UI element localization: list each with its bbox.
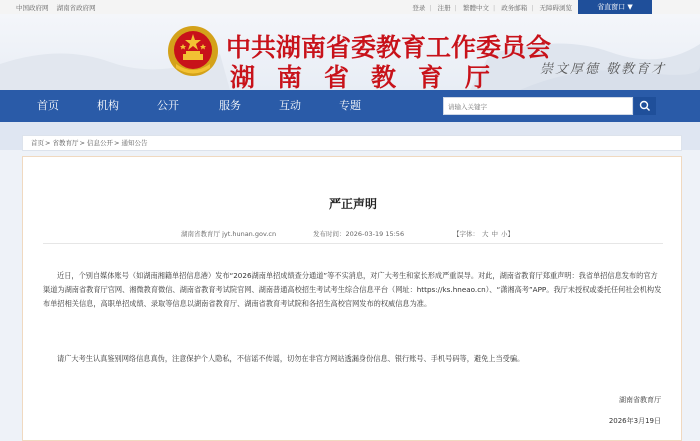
- font-size-control: [453, 229, 514, 238]
- search-button[interactable]: [634, 97, 656, 115]
- article-panel: [22, 156, 682, 441]
- nav-services[interactable]: 服务: [219, 99, 241, 112]
- breadcrumb-notices[interactable]: 通知公告: [121, 139, 148, 147]
- search-input[interactable]: [448, 100, 598, 113]
- nav-home[interactable]: 首页: [37, 99, 59, 112]
- breadcrumb-home[interactable]: 首页: [31, 139, 44, 147]
- article-title: 严正声明: [328, 197, 377, 211]
- login-link[interactable]: 登录: [412, 4, 426, 12]
- article-date: 2026年3月19日: [608, 417, 661, 425]
- link-gov-cn[interactable]: 中国政府网: [16, 4, 49, 12]
- provincial-window-button[interactable]: 省直窗口 ▼: [578, 0, 652, 14]
- time-value: 2026-03-19 15:56: [345, 230, 405, 238]
- nav-organization[interactable]: 机构: [97, 99, 119, 112]
- search-icon: [639, 100, 651, 112]
- breadcrumb: 首页> 省教育厅> 信息公开> 通知公告: [22, 135, 682, 151]
- nav-public-info[interactable]: 公开: [157, 99, 179, 112]
- article-signer: 湖南省教育厅: [619, 396, 661, 404]
- article-paragraph-1: 近日，个别自媒体账号（如湖南湘籍单招信息港）发布“2026湖南单招成绩查分通道”等不实消息，对广大考生和家长形成严重误导。对此，湖南省教育厅郑重声明：我省单招信息发布的官方渠道为湖南省教育厅官网、湘微教育微信、湖南省教育考试院官网、湖南普通高校招生考试考生综合信息平台（网址：https://ks.hneao.cn）、“潇湘高考”APP。我厅未授权或委托任何社会机构发布单招相关信息，高职单招成绩、录取等信息以湖南省教育厅、湖南省教育考试院和各招生高校官网发布的权威信息为准。: [43, 271, 662, 308]
- site-header: [0, 14, 700, 90]
- nav-topics[interactable]: 专题: [339, 99, 361, 112]
- traditional-chinese-link[interactable]: 繁體中文: [462, 4, 489, 12]
- top-utility-bar: 中国政府网 湖南省政府网 登录 | 注册 | 繁體中文 | 政务邮箱 | 无障碍浏览 省直窗口 ▼: [0, 0, 700, 14]
- font-size-label: 【字体：: [453, 230, 479, 238]
- register-link[interactable]: 注册: [437, 4, 451, 12]
- search-box: [443, 97, 633, 115]
- font-size-large[interactable]: 大: [482, 230, 489, 238]
- gov-mail-link[interactable]: 政务邮箱: [501, 4, 528, 12]
- article-source: 湖南省教育厅 jyt.hunan.gov.cn: [181, 230, 277, 238]
- committee-title: 中共湖南省委教育工作委员会: [226, 33, 552, 62]
- article-paragraph-2: 请广大考生认真鉴别网络信息真伪，注意保护个人隐私，不信谣不传谣，切勿在非官方网站透漏身份信息、银行账号、手机号码等，避免上当受骗。: [57, 354, 525, 363]
- accessibility-link[interactable]: 无障碍浏览: [539, 4, 572, 12]
- department-title: 湖南省教育厅: [230, 63, 513, 90]
- breadcrumb-department[interactable]: 省教育厅: [52, 139, 79, 147]
- font-size-small[interactable]: 小: [501, 230, 508, 238]
- font-size-close: 】: [507, 230, 514, 238]
- article-time: [313, 229, 404, 238]
- national-emblem-icon: [166, 24, 220, 78]
- font-size-medium[interactable]: 中: [491, 230, 498, 238]
- nav-interaction[interactable]: 互动: [279, 99, 301, 112]
- meta-divider: [43, 243, 663, 244]
- time-label: 发布时间：: [313, 230, 346, 238]
- link-hunan-gov[interactable]: 湖南省政府网: [56, 4, 96, 12]
- calligraphy-motto: 崇文厚德 敬教育才: [540, 62, 667, 77]
- breadcrumb-info-public[interactable]: 信息公开: [87, 139, 114, 147]
